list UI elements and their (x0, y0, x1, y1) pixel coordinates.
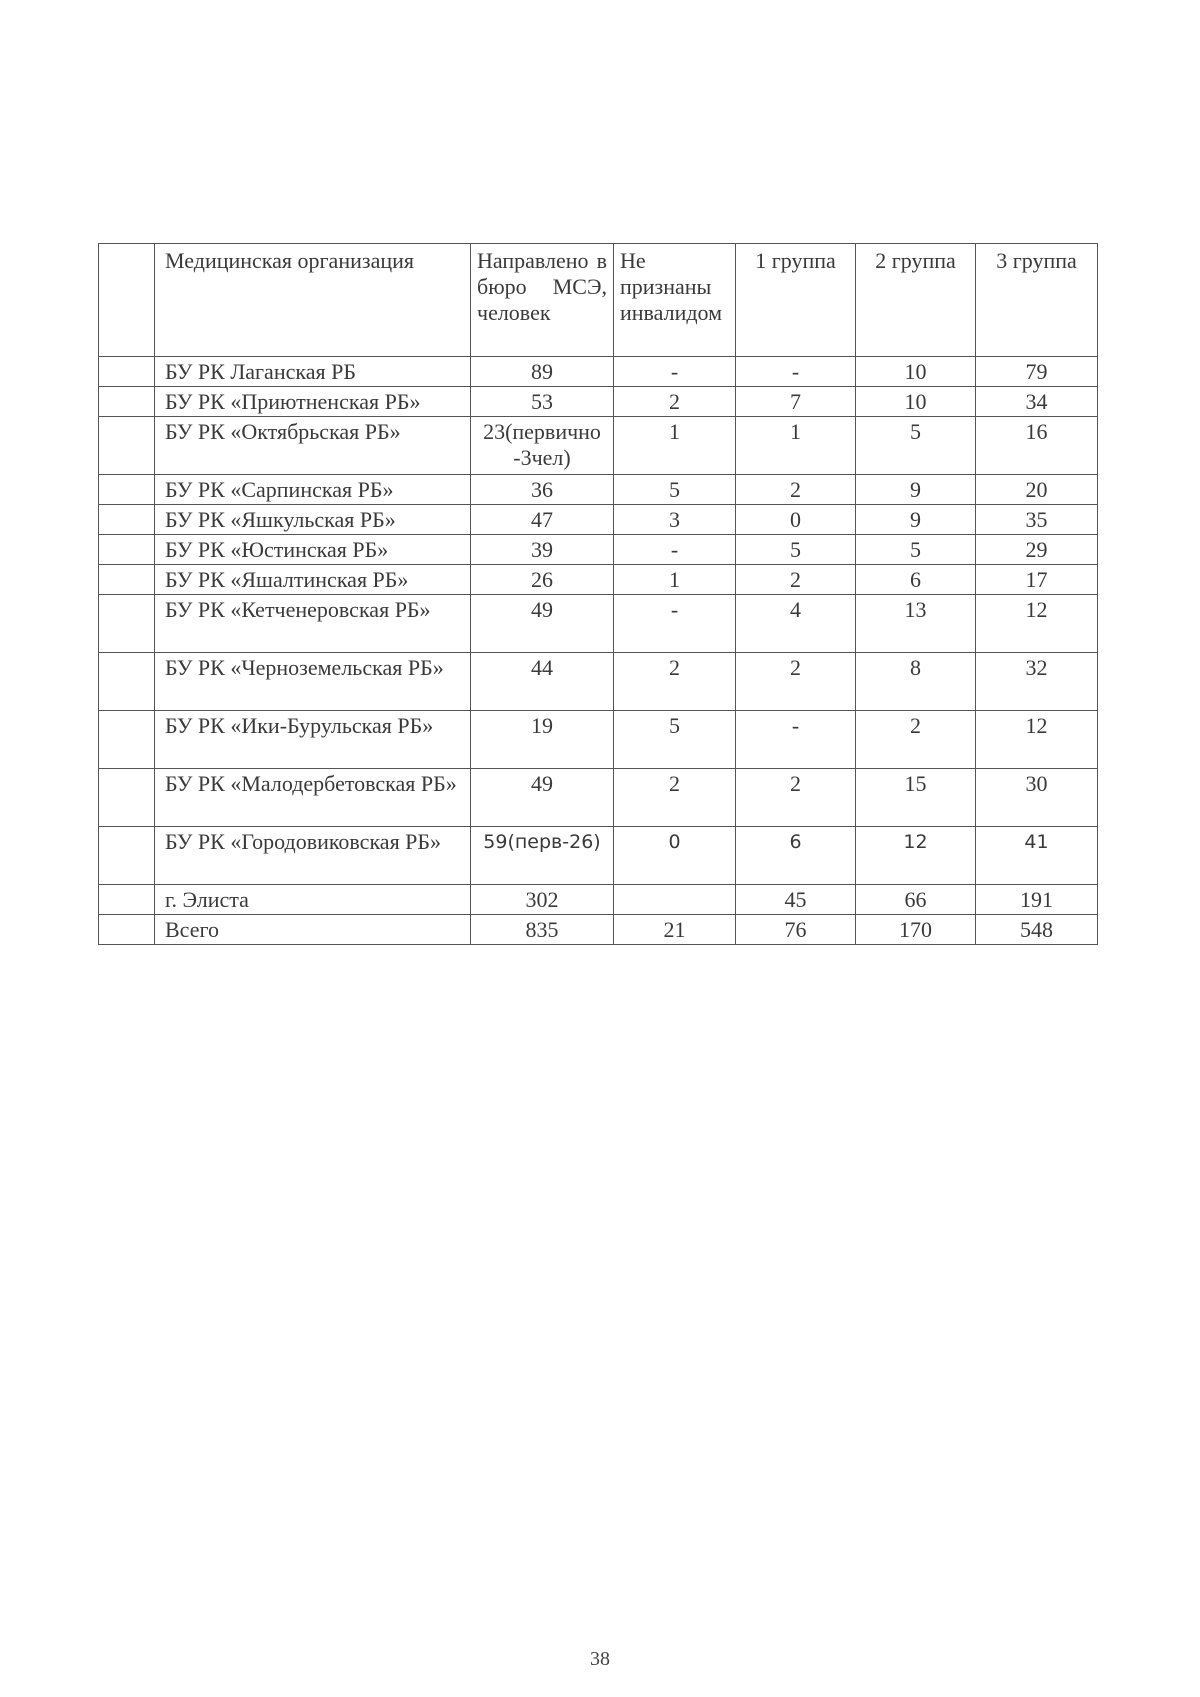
group2-cell: 170 (856, 915, 976, 945)
table-row (99, 565, 1098, 595)
directed-cell: 49 (471, 595, 614, 653)
table-row (99, 387, 1098, 417)
not-recognized-header: Не признаны инвалидом (614, 244, 736, 357)
org-cell: БУ РК «Малодербетовская РБ» (155, 769, 471, 827)
org-cell: БУ РК «Приютненская РБ» (155, 387, 471, 417)
table-row (99, 885, 1098, 915)
not-recognized-cell: 5 (614, 711, 736, 769)
index-cell (99, 915, 155, 945)
index-cell (99, 505, 155, 535)
group3-cell: 30 (976, 769, 1098, 827)
group2-cell: 6 (856, 565, 976, 595)
group3-cell: 191 (976, 885, 1098, 915)
group3-cell: 32 (976, 653, 1098, 711)
index-cell (99, 565, 155, 595)
index-cell (99, 387, 155, 417)
index-cell (99, 595, 155, 653)
org-cell: БУ РК «Ики-Бурульская РБ» (155, 711, 471, 769)
group2-cell: 15 (856, 769, 976, 827)
not-recognized-cell: 3 (614, 505, 736, 535)
index-cell (99, 417, 155, 475)
group3-cell: 79 (976, 357, 1098, 387)
group3-cell: 29 (976, 535, 1098, 565)
table-row (99, 475, 1098, 505)
group1-cell: 5 (736, 535, 856, 565)
directed-cell: 302 (471, 885, 614, 915)
group3-cell: 12 (976, 711, 1098, 769)
group3-cell: 17 (976, 565, 1098, 595)
not-recognized-cell: 5 (614, 475, 736, 505)
group3-cell: 35 (976, 505, 1098, 535)
index-cell (99, 827, 155, 885)
data-table (98, 243, 1098, 945)
org-cell: БУ РК «Октябрьская РБ» (155, 417, 471, 475)
group1-cell: 6 (736, 827, 856, 885)
not-recognized-cell: 1 (614, 417, 736, 475)
group3-cell: 12 (976, 595, 1098, 653)
group3-cell: 34 (976, 387, 1098, 417)
org-cell: БУ РК «Яшалтинская РБ» (155, 565, 471, 595)
index-cell (99, 711, 155, 769)
group1-cell: 7 (736, 387, 856, 417)
not-recognized-cell: - (614, 357, 736, 387)
org-cell: БУ РК «Городовиковская РБ» (155, 827, 471, 885)
table-header-row (99, 244, 1098, 357)
not-recognized-cell: - (614, 535, 736, 565)
group3-header: 3 группа (976, 244, 1098, 357)
org-cell: БУ РК «Яшкульская РБ» (155, 505, 471, 535)
index-cell (99, 475, 155, 505)
group1-cell: 2 (736, 475, 856, 505)
org-cell: Всего (155, 915, 471, 945)
org-cell: БУ РК «Юстинская РБ» (155, 535, 471, 565)
page-number: 38 (590, 1648, 610, 1670)
group2-cell: 5 (856, 535, 976, 565)
group1-cell: 2 (736, 769, 856, 827)
directed-cell: 89 (471, 357, 614, 387)
org-cell: БУ РК Лаганская РБ (155, 357, 471, 387)
not-recognized-cell: 2 (614, 387, 736, 417)
group3-cell: 41 (976, 827, 1098, 885)
table-row (99, 827, 1098, 885)
directed-cell: 49 (471, 769, 614, 827)
group2-cell: 10 (856, 357, 976, 387)
directed-cell: 835 (471, 915, 614, 945)
directed-cell: 47 (471, 505, 614, 535)
index-cell (99, 769, 155, 827)
group1-cell: - (736, 711, 856, 769)
table-row (99, 505, 1098, 535)
group2-cell: 8 (856, 653, 976, 711)
not-recognized-cell: 0 (614, 827, 736, 885)
table-row (99, 417, 1098, 475)
group2-cell: 9 (856, 475, 976, 505)
group1-cell: 45 (736, 885, 856, 915)
table-row (99, 357, 1098, 387)
not-recognized-cell: 1 (614, 565, 736, 595)
not-recognized-cell: 2 (614, 769, 736, 827)
group2-header: 2 группа (856, 244, 976, 357)
index-header-cell (99, 244, 155, 357)
group1-cell: 76 (736, 915, 856, 945)
directed-cell: 19 (471, 711, 614, 769)
group2-cell: 12 (856, 827, 976, 885)
index-cell (99, 885, 155, 915)
table-row (99, 653, 1098, 711)
table-row (99, 711, 1098, 769)
group2-cell: 10 (856, 387, 976, 417)
group2-cell: 5 (856, 417, 976, 475)
table-row (99, 769, 1098, 827)
table-row (99, 535, 1098, 565)
directed-cell: 44 (471, 653, 614, 711)
group1-cell: 0 (736, 505, 856, 535)
table-row (99, 595, 1098, 653)
index-cell (99, 535, 155, 565)
table-row-total (99, 915, 1098, 945)
group3-cell: 16 (976, 417, 1098, 475)
group3-cell: 548 (976, 915, 1098, 945)
not-recognized-cell: 21 (614, 915, 736, 945)
directed-cell: 36 (471, 475, 614, 505)
org-cell: БУ РК «Сарпинская РБ» (155, 475, 471, 505)
org-cell: БУ РК «Черноземельская РБ» (155, 653, 471, 711)
group2-cell: 13 (856, 595, 976, 653)
index-cell (99, 653, 155, 711)
org-cell: БУ РК «Кетченеровская РБ» (155, 595, 471, 653)
group1-cell: - (736, 357, 856, 387)
directed-cell: 23(первично -3чел) (471, 417, 614, 475)
group2-cell: 66 (856, 885, 976, 915)
directed-cell: 26 (471, 565, 614, 595)
not-recognized-cell: - (614, 595, 736, 653)
not-recognized-cell: 2 (614, 653, 736, 711)
group1-header: 1 группа (736, 244, 856, 357)
group2-cell: 9 (856, 505, 976, 535)
group3-cell: 20 (976, 475, 1098, 505)
not-recognized-cell (614, 885, 736, 915)
directed-cell: 53 (471, 387, 614, 417)
directed-header: Направлено в бюро МСЭ, человек (471, 244, 614, 357)
group1-cell: 2 (736, 565, 856, 595)
org-header: Медицинская организация (155, 244, 471, 357)
index-cell (99, 357, 155, 387)
group2-cell: 2 (856, 711, 976, 769)
group1-cell: 4 (736, 595, 856, 653)
group1-cell: 2 (736, 653, 856, 711)
directed-cell: 59(перв-26) (471, 827, 614, 885)
group1-cell: 1 (736, 417, 856, 475)
directed-cell: 39 (471, 535, 614, 565)
org-cell: г. Элиста (155, 885, 471, 915)
